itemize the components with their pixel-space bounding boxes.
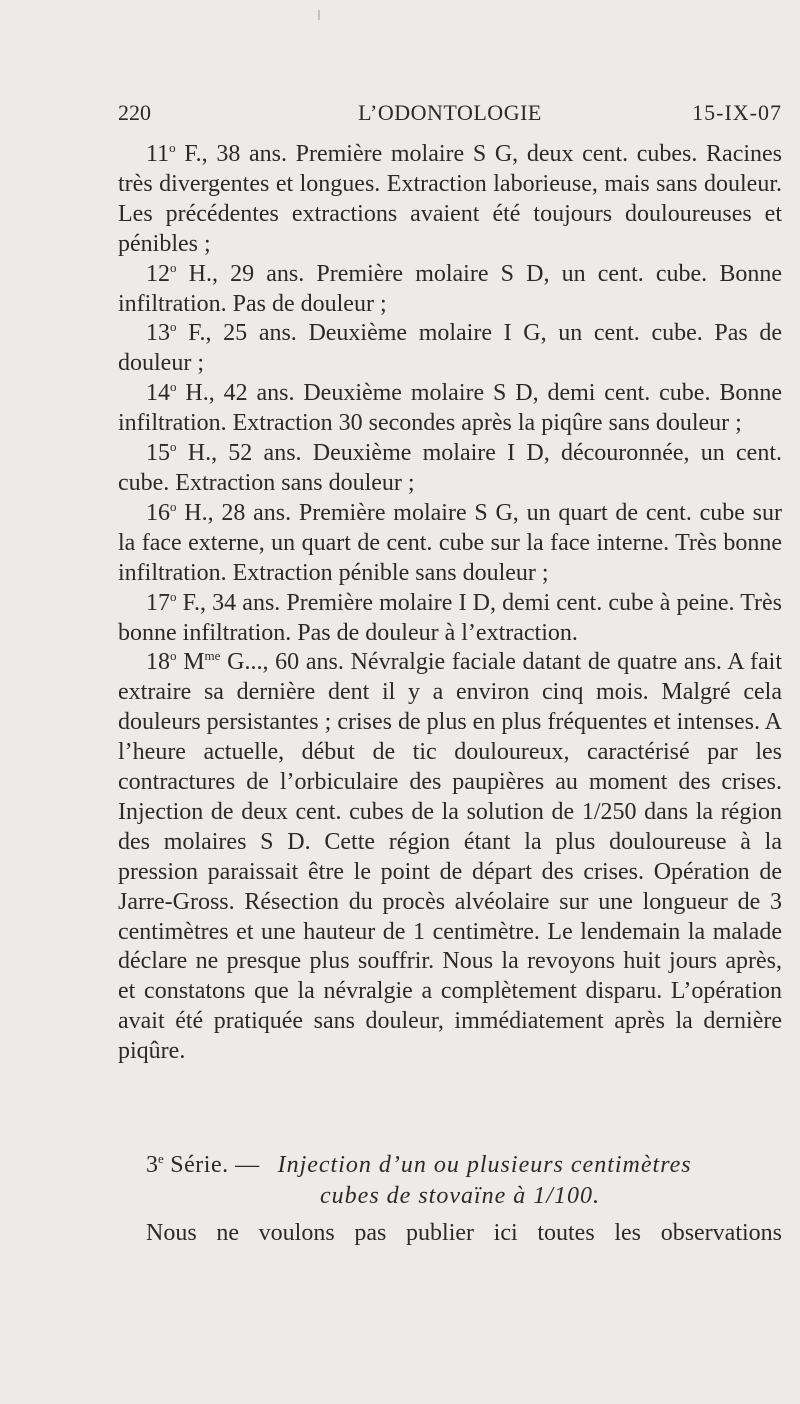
observation-number: 15 <box>146 440 170 467</box>
closing-line: Nous ne voulons pas publier ici toutes les observations <box>146 1220 782 1246</box>
observation-16 <box>118 499 782 589</box>
series-ordinal-mark: e <box>158 1151 164 1166</box>
observation-text: F., 38 ans. Première molaire S G, deux cent. cubes. Racines très divergentes et longues. Extraction laborieuse, mais sans douleur. Les précédentes extractions avaient été toujours douloureuses et pénibles ; <box>118 141 782 257</box>
observation-text: H., 29 ans. Première molaire S D, un cent. cube. Bonne infiltration. Pas de douleur ; <box>118 260 782 317</box>
observation-14 <box>118 379 782 439</box>
observation-number: 16 <box>146 499 170 526</box>
degree-sign: o <box>170 379 177 395</box>
observation-text: H., 52 ans. Deuxième molaire I D, découronnée, un cent. cube. Extraction sans douleur ; <box>118 440 782 496</box>
observation-text: F., 25 ans. Deuxième molaire I G, un cent. cube. Pas de douleur ; <box>118 320 782 377</box>
series-title: Injection d’un ou plusieurs centimètres <box>277 1152 692 1178</box>
degree-sign: o <box>170 259 177 275</box>
observation-text: F., 34 ans. Première molaire I D, demi cent. cube à peine. Très bonne infiltration. Pas de douleur à l’extraction. <box>118 589 782 646</box>
observation-text: H., 42 ans. Deuxième molaire S D, demi cent. cube. Bonne infiltration. Extraction 30 secondes après la piqûre sans douleur ; <box>118 380 782 437</box>
page-number: 220 <box>118 100 151 125</box>
main-text <box>118 140 782 1067</box>
observation-11 <box>118 140 782 260</box>
degree-sign: o <box>170 498 177 514</box>
series-number: 3 <box>146 1152 158 1178</box>
degree-sign: o <box>170 588 177 604</box>
degree-sign: o <box>170 319 177 335</box>
title-superscript: me <box>204 648 221 664</box>
observation-number: 18 <box>146 649 170 676</box>
observation-12 <box>118 260 782 320</box>
series-heading-line-1 <box>118 1150 782 1181</box>
running-head <box>118 100 782 128</box>
observation-18 <box>118 648 782 1067</box>
degree-sign: o <box>170 648 177 664</box>
issue-date: 15-IX-07 <box>692 100 782 125</box>
series-heading <box>118 1150 782 1212</box>
observation-13 <box>118 319 782 379</box>
observation-number: 17 <box>146 589 170 616</box>
observation-text: G..., 60 ans. Névralgie faciale datant de quatre ans. A fait extraire sa dernière dent il y a environ cinq mois. Malgré cela douleurs persistantes ; crises de plus en plus fréquentes et intenses. A l’heure actuelle, début de tic douloureux, caractérisé par les contractures de l’orbiculaire des paupières au moment des crises. Injection de deux cent. cubes de la solution de 1/250 dans la région des molaires S D. Cette région étant la plus douloureuse à la pression paraissait être le point de départ des crises. Opération de Jarre-Gross. Résection du procès alvéolaire sur une longueur de 3 centimètres et une hauteur de 1 centimètre. Le lendemain la malade déclare ne presque plus souffrir. Nous la revoyons huit jours après, et constatons que la névralgie a complètement disparu. L’opération avait été pratiquée sans douleur, immédiatement après la dernière piqûre. <box>118 649 782 1065</box>
title-prefix: M <box>176 649 205 676</box>
series-label: Série. — <box>163 1152 260 1178</box>
observation-number: 13 <box>146 320 170 347</box>
observation-text: H., 28 ans. Première molaire S G, un quart de cent. cube sur la face externe, un quart de cent. cube sur la face interne. Très bonne infiltration. Extraction pénible sans douleur ; <box>118 499 782 586</box>
degree-sign: o <box>169 140 176 155</box>
observation-15 <box>118 439 782 499</box>
journal-title: L’ODONTOLOGIE <box>358 100 542 125</box>
observation-17 <box>118 589 782 649</box>
series-title-continuation: cubes de stovaïne à 1/100. <box>320 1183 600 1209</box>
paper-mark <box>318 10 320 20</box>
observation-number: 12 <box>146 260 170 287</box>
observation-number: 14 <box>146 380 170 407</box>
degree-sign: o <box>170 439 177 455</box>
observation-number: 11 <box>146 141 170 167</box>
